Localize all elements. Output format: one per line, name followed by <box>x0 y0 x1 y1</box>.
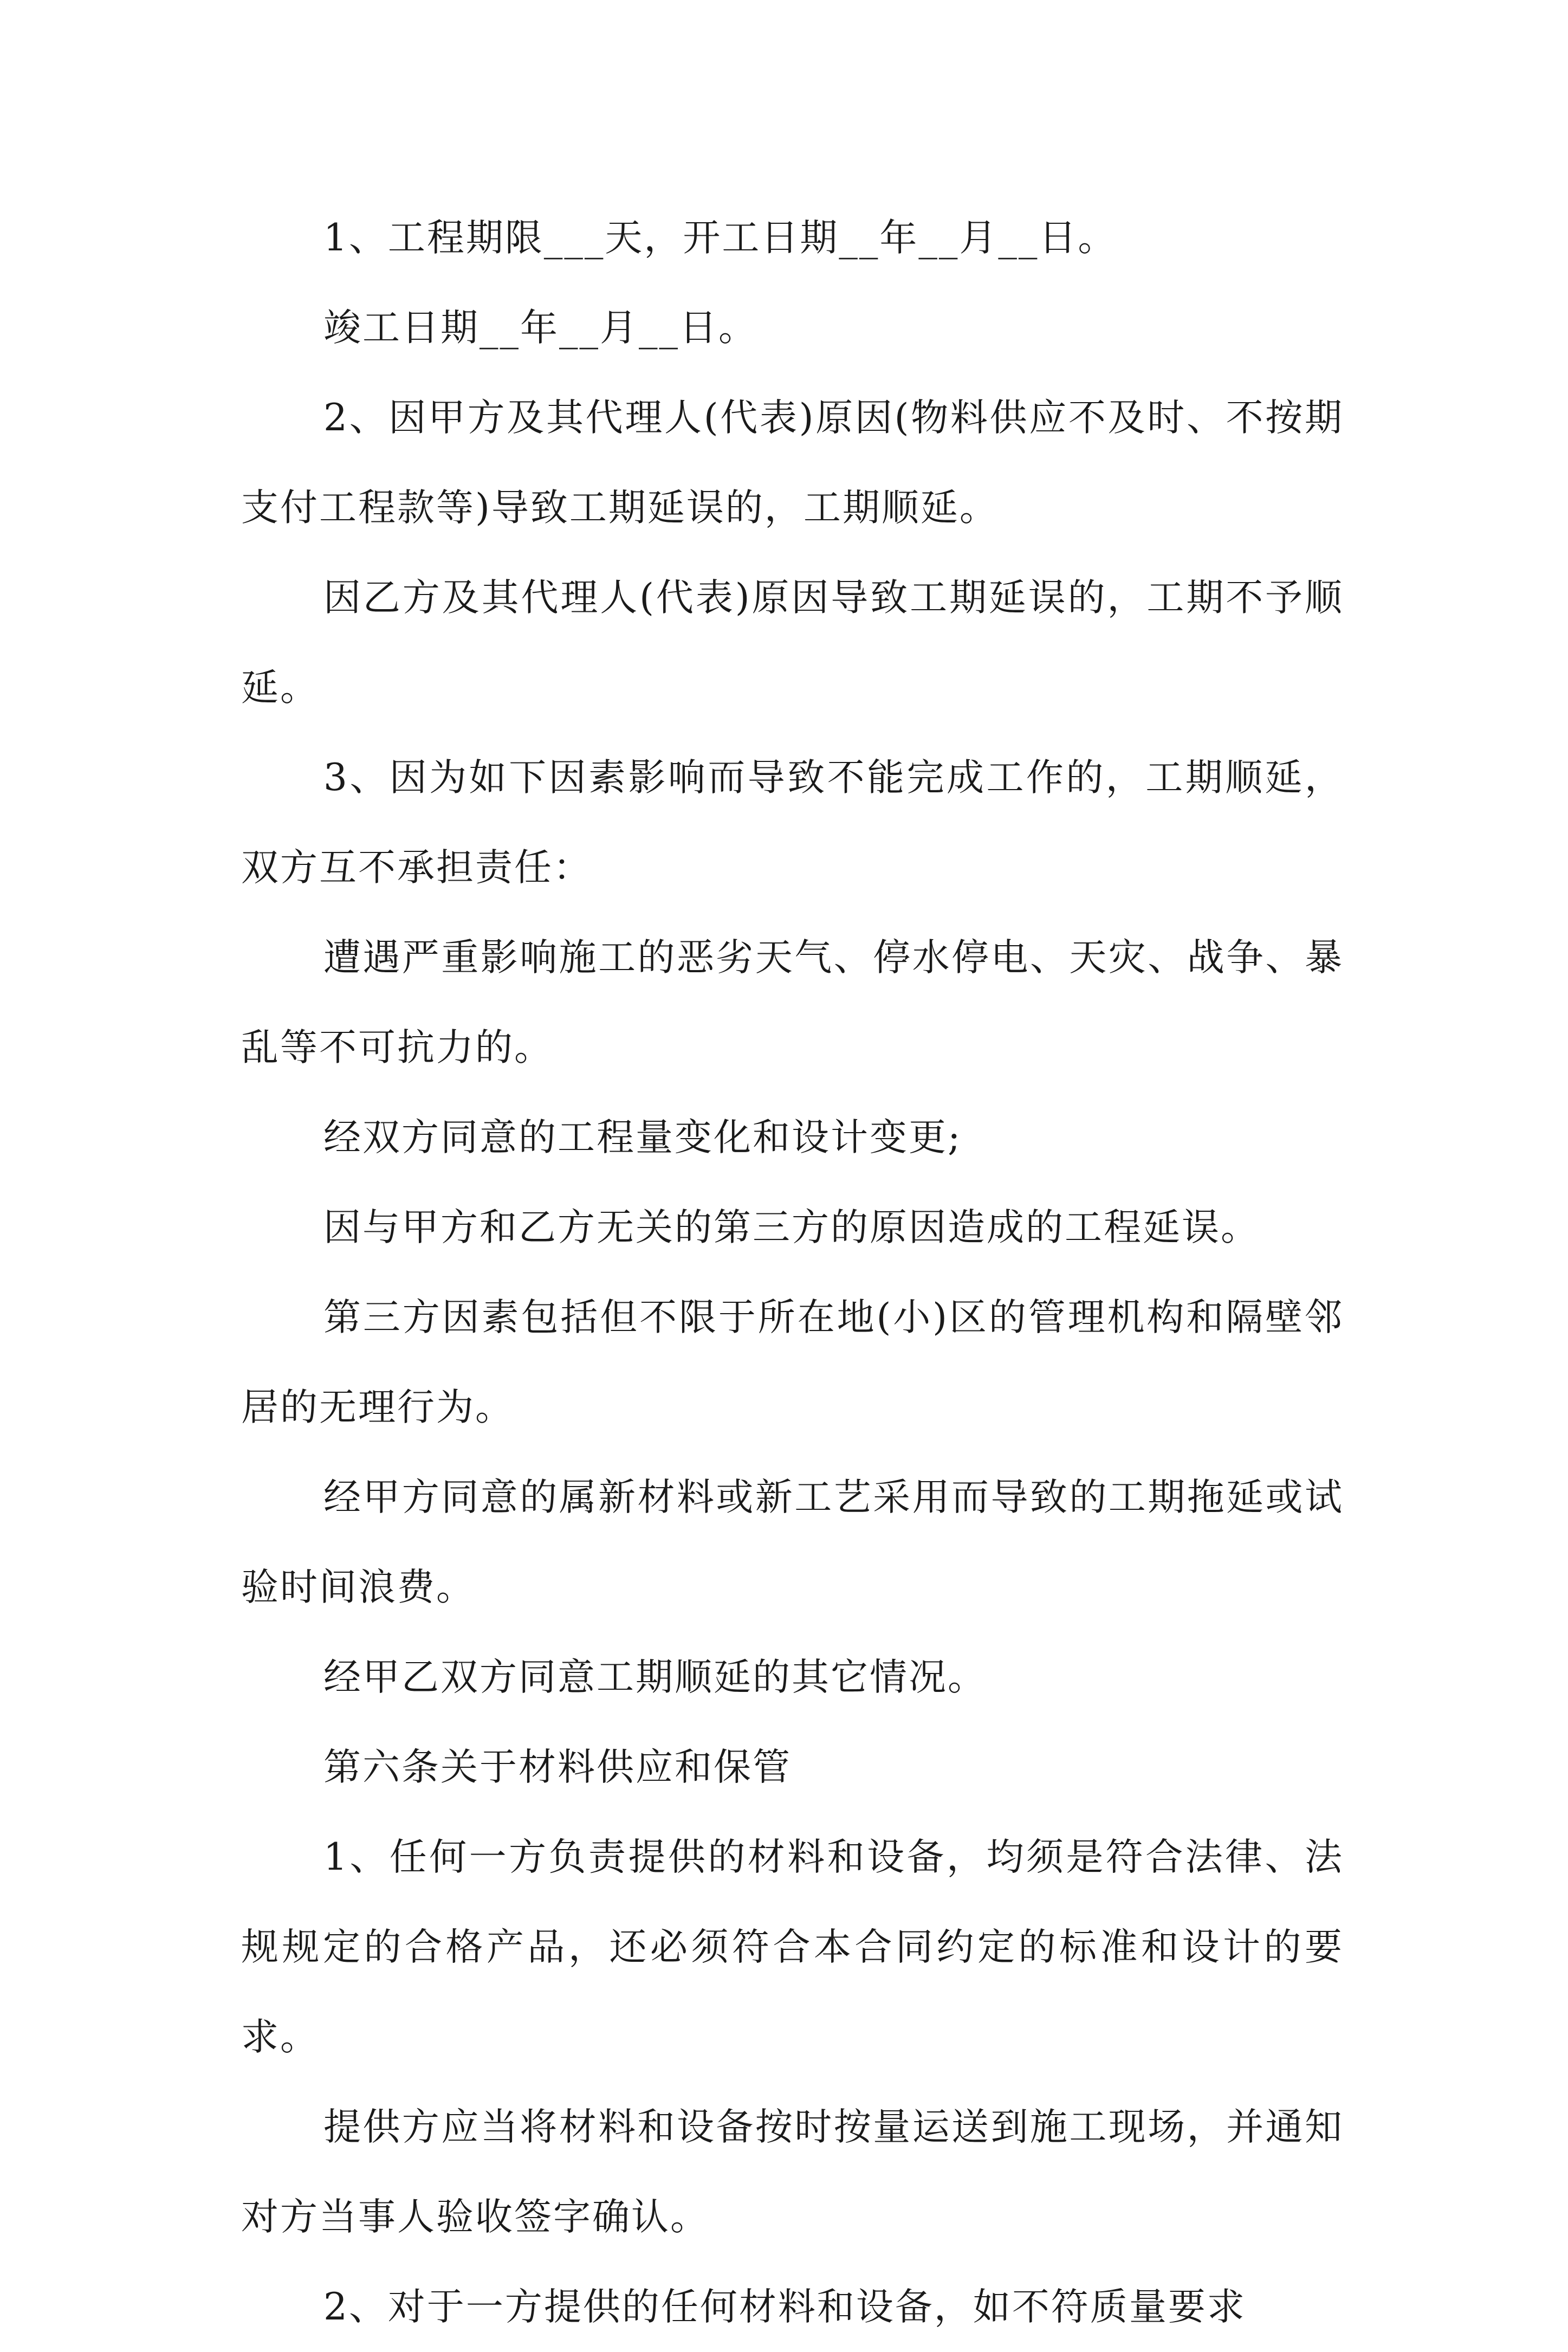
paragraph: 因乙方及其代理人(代表)原因导致工期延误的，工期不予顺延。 <box>241 576 1344 709</box>
paragraph: 提供方应当将材料和设备按时按量运送到施工现场，并通知对方当事人验收签字确认。 <box>241 2105 1344 2239</box>
paragraph: 1、任何一方负责提供的材料和设备，均须是符合法律、法规规定的合格产品，还必须符合本合同约定的标准和设计的要求。 <box>241 1836 1344 2059</box>
section-heading: 第六条关于材料供应和保管 <box>323 1746 792 1789</box>
paragraph: 2、对于一方提供的任何材料和设备，如不符质量要求 <box>323 2285 1246 2329</box>
paragraph: 经双方同意的工程量变化和设计变更; <box>323 1116 962 1159</box>
paragraph: 3、因为如下因素影响而导致不能完成工作的，工期顺延，双方互不承担责任： <box>241 756 1344 889</box>
paragraph: 因与甲方和乙方无关的第三方的原因造成的工程延误。 <box>323 1206 1260 1249</box>
paragraph: 经甲方同意的属新材料或新工艺采用而导致的工期拖延或试验时间浪费。 <box>241 1476 1344 1609</box>
document-body <box>241 193 1344 2352</box>
paragraph: 第三方因素包括但不限于所在地(小)区的管理机构和隔壁邻居的无理行为。 <box>241 1296 1344 1429</box>
paragraph: 2、因甲方及其代理人(代表)原因(物料供应不及时、不按期支付工程款等)导致工期延误的，工期顺延。 <box>241 396 1344 529</box>
paragraph: 遭遇严重影响施工的恶劣天气、停水停电、天灾、战争、暴乱等不可抗力的。 <box>241 936 1344 1069</box>
paragraph: 经甲乙双方同意工期顺延的其它情况。 <box>323 1656 987 1699</box>
paragraph: 竣工日期__年__月__日。 <box>323 306 757 350</box>
paragraph: 1、工程期限___天，开工日期__年__月__日。 <box>323 216 1117 260</box>
